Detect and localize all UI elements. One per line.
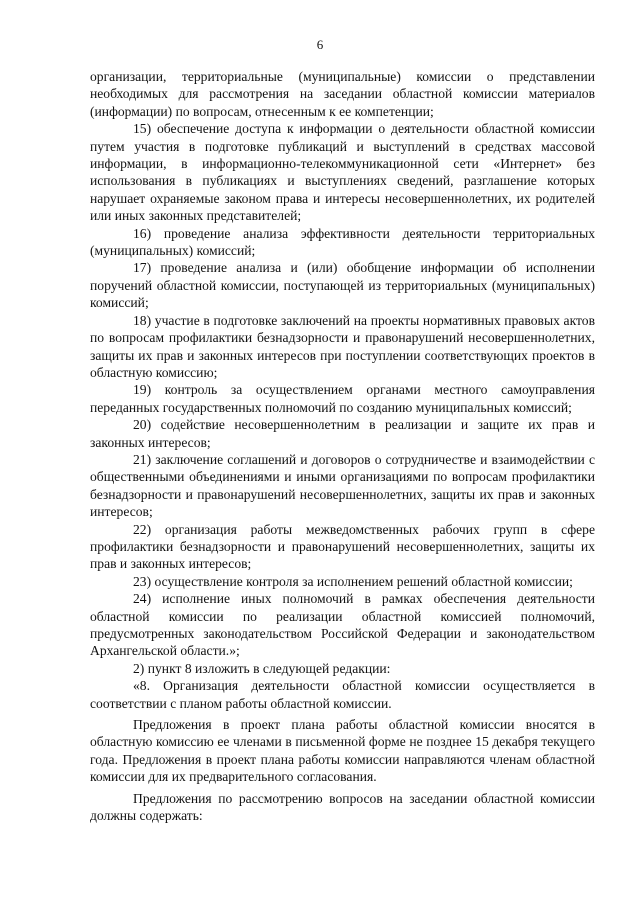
paragraph-continuation: организации, территориальные (муниципальные) комиссии о представлении необходимых для рассмотрения на заседании областной комиссии материалов (информации) по вопросам, отнесенным к ее компетенции; [90,69,595,119]
paragraph-item-16: 16) проведение анализа эффективности деятельности территориальных (муниципальных) комиссий; [90,225,595,259]
paragraph-point-8: «8. Организация деятельности областной комиссии осуществляется в соответствии с планом работы областной комиссии. [90,678,595,711]
paragraph-item-21: 21) заключение соглашений и договоров о сотрудничестве и взаимодействии с общественными объединениями и иными организациями по вопросам профилактики безнадзорности и правонарушений несовершеннолетних, защиты их прав и законных интересов; [90,451,595,520]
paragraph-item-24: 24) исполнение иных полномочий в рамках обеспечения деятельности областной комиссии по реализации областной комиссией полномочий, предусмотренных законодательством Российской Федерации и законодательством Архангельской области.»; [90,591,595,659]
paragraph-item-22: 22) организация работы межведомственных рабочих групп в сфере профилактики безнадзорности и правонарушений несовершеннолетних, защиты их прав и законных интересов; [90,521,595,572]
paragraph-item-20: 20) содействие несовершеннолетним в реализации и защите их прав и законных интересов; [90,417,595,450]
paragraph-amendment-2: 2) пункт 8 изложить в следующей редакции: [133,660,391,676]
paragraph-item-15: 15) обеспечение доступа к информации о деятельности областной комиссии путем участия в подготовке публикаций и выступлений в средствах массовой информации, в информационно-телекоммуникационной сети «Интернет» без использования в публикациях и выступлениях сведений, разглашение которых нарушает охраняемые законом права и интересы несовершеннолетних, их родителей или иных законных представителей; [90,121,595,224]
paragraph-item-17: 17) проведение анализа и (или) обобщение информации об исполнении поручений областной комиссии, поступающей из территориальных (муниципальных) комиссий; [90,260,595,311]
paragraph-agenda-proposals: Предложения по рассмотрению вопросов на заседании областной комиссии должны содержать: [90,790,595,824]
paragraph-item-18: 18) участие в подготовке заключений на проекты нормативных правовых актов по вопросам профилактики безнадзорности и правонарушений несовершеннолетних, защиты их прав и законных интересов при поступлении соответствующих проектов в областную комиссию; [90,312,595,380]
document-body [90,68,595,824]
paragraph-plan-proposals: Предложения в проект плана работы областной комиссии вносятся в областную комиссию ее членами в письменной форме не позднее 15 декабря текущего года. Предложения в проект плана работы комиссии направляются членам областной комиссии для их предварительного согласования. [90,717,595,785]
paragraph-item-19: 19) контроль за осуществлением органами местного самоуправления переданных государственных полномочий по созданию муниципальных комиссий; [90,382,595,415]
page-number: 6 [316,37,324,52]
paragraph-item-23: 23) осуществление контроля за исполнением решений областной комиссии; [133,573,573,589]
